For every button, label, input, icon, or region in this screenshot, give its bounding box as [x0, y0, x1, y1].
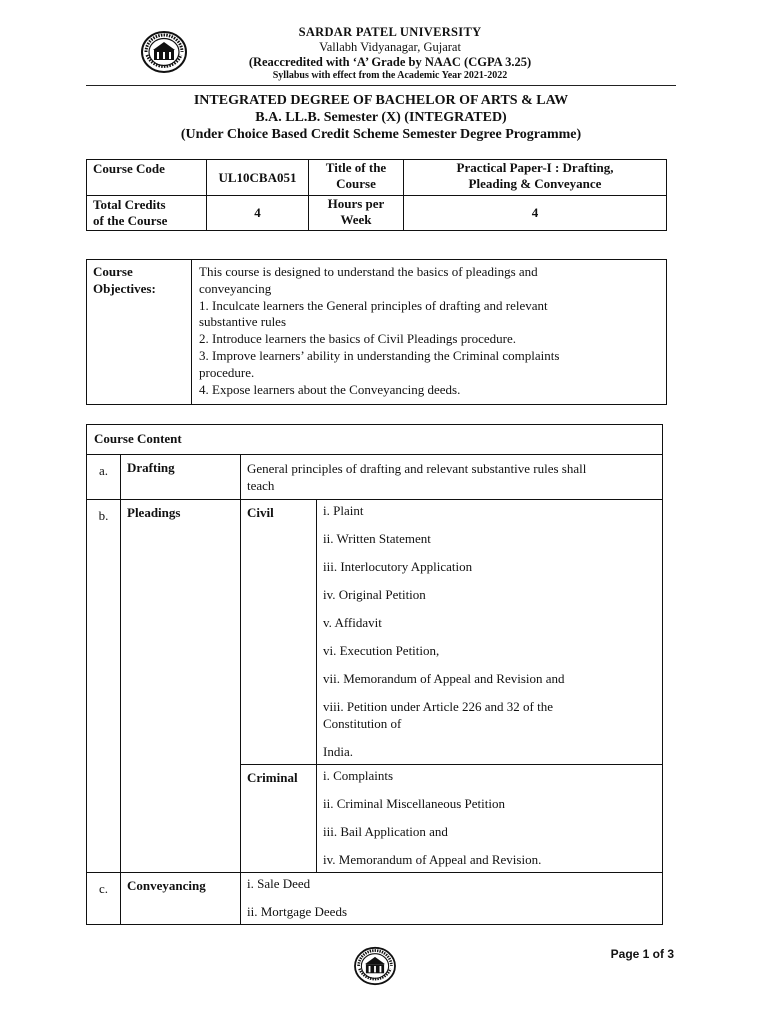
objective-line: conveyancing	[199, 280, 272, 296]
course-title-value	[404, 160, 667, 196]
list-item: vii. Memorandum of Appeal and Revision and	[323, 671, 565, 686]
drafting-desc-line2: teach	[247, 478, 275, 493]
objective-line: 1. Inculcate learners the General principles of drafting and relevant	[199, 297, 548, 313]
list-item: ii. Mortgage Deeds	[247, 904, 348, 919]
course-title-label	[309, 160, 404, 196]
total-credits-label-line1: Total Credits	[93, 197, 166, 212]
list-item: ii. Written Statement	[323, 531, 431, 546]
total-credits-label	[87, 196, 207, 231]
course-title-value-line1: Practical Paper-I : Drafting,	[456, 160, 614, 175]
university-seal-icon	[140, 30, 188, 74]
syllabus-effective-line: Syllabus with effect from the Academic Year 2021-2022	[272, 70, 508, 81]
list-item: Constitution of	[323, 716, 402, 731]
civil-label: Civil	[241, 500, 317, 765]
list-item: iii. Bail Application and	[323, 824, 448, 839]
course-info-row	[87, 196, 667, 231]
course-code-value: UL10CBA051	[207, 160, 309, 196]
conveyancing-label: c.	[87, 873, 121, 925]
criminal-list	[317, 765, 663, 873]
objective-line: 2. Introduce learners the basics of Civil Pleadings procedure.	[199, 331, 516, 347]
total-credits-label-line2: of the Course	[93, 213, 168, 228]
university-name: SARDAR PATEL UNIVERSITY	[298, 25, 482, 39]
list-item: v. Affidavit	[323, 615, 382, 630]
total-credits-value: 4	[207, 196, 309, 231]
objective-line: 4. Expose learners about the Conveyancing deeds.	[199, 381, 461, 397]
hours-per-week-value: 4	[404, 196, 667, 231]
criminal-label: Criminal	[241, 765, 317, 873]
course-content-heading: Course Content	[87, 425, 663, 455]
list-item: i. Plaint	[323, 503, 364, 518]
list-item: iii. Interlocutory Application	[323, 559, 473, 574]
hours-per-week-label	[309, 196, 404, 231]
drafting-desc-line1: General principles of drafting and relevant substantive rules shall	[247, 461, 587, 476]
drafting-name: Drafting	[121, 455, 241, 500]
scheme-title: (Under Choice Based Credit Scheme Semester Degree Programme)	[180, 127, 582, 142]
objective-line: procedure.	[199, 364, 255, 380]
objectives-text	[192, 260, 667, 405]
objective-line: substantive rules	[199, 314, 287, 330]
objective-line: 3. Improve learners’ ability in understanding the Criminal complaints	[199, 347, 560, 363]
conveyancing-row	[87, 873, 663, 925]
drafting-label: a.	[87, 455, 121, 500]
university-seal-icon	[353, 946, 397, 986]
hours-label-line1: Hours per	[327, 196, 385, 211]
pleadings-name: Pleadings	[121, 500, 241, 873]
drafting-row	[87, 455, 663, 500]
list-item: iv. Memorandum of Appeal and Revision.	[323, 852, 542, 867]
objectives-row	[87, 260, 667, 405]
list-item: i. Complaints	[323, 768, 394, 783]
semester-title: B.A. LL.B. Semester (X) (INTEGRATED)	[255, 110, 507, 125]
objectives-label	[87, 260, 192, 405]
page-number: Page 1 of 3	[610, 947, 674, 961]
content-header-row	[87, 425, 663, 455]
list-item: viii. Petition under Article 226 and 32 of the	[323, 699, 553, 714]
course-objectives-table	[86, 259, 667, 405]
pleadings-label: b.	[87, 500, 121, 873]
course-content-table	[86, 424, 663, 925]
course-info-row	[87, 160, 667, 196]
conveyancing-name: Conveyancing	[121, 873, 241, 925]
course-title-label-line2: Course	[336, 176, 376, 191]
objectives-label-line1: Course	[93, 264, 133, 279]
conveyancing-list	[241, 873, 663, 925]
course-title-value-line2: Pleading & Conveyance	[468, 176, 602, 191]
drafting-description	[241, 455, 663, 500]
degree-title: INTEGRATED DEGREE OF BACHELOR OF ARTS & LAW	[193, 93, 569, 108]
objectives-label-line2: Objectives:	[93, 280, 156, 296]
accreditation-line: (Reaccredited with ‘A’ Grade by NAAC (CGPA 3.25)	[248, 55, 532, 69]
list-item: i. Sale Deed	[247, 876, 311, 891]
objective-line: This course is designed to understand the basics of pleadings and	[199, 264, 538, 279]
civil-list	[317, 500, 663, 765]
hours-label-line2: Week	[340, 212, 372, 227]
list-item: India.	[323, 744, 353, 759]
list-item: iv. Original Petition	[323, 587, 426, 602]
course-info-table	[86, 159, 667, 231]
university-location: Vallabh Vidyanagar, Gujarat	[319, 40, 461, 54]
header-divider	[86, 85, 676, 86]
pleadings-civil-row	[87, 500, 663, 765]
list-item: ii. Criminal Miscellaneous Petition	[323, 796, 505, 811]
list-item: vi. Execution Petition,	[323, 643, 440, 658]
course-code-label: Course Code	[87, 160, 207, 196]
course-title-label-line1: Title of the	[325, 160, 387, 175]
